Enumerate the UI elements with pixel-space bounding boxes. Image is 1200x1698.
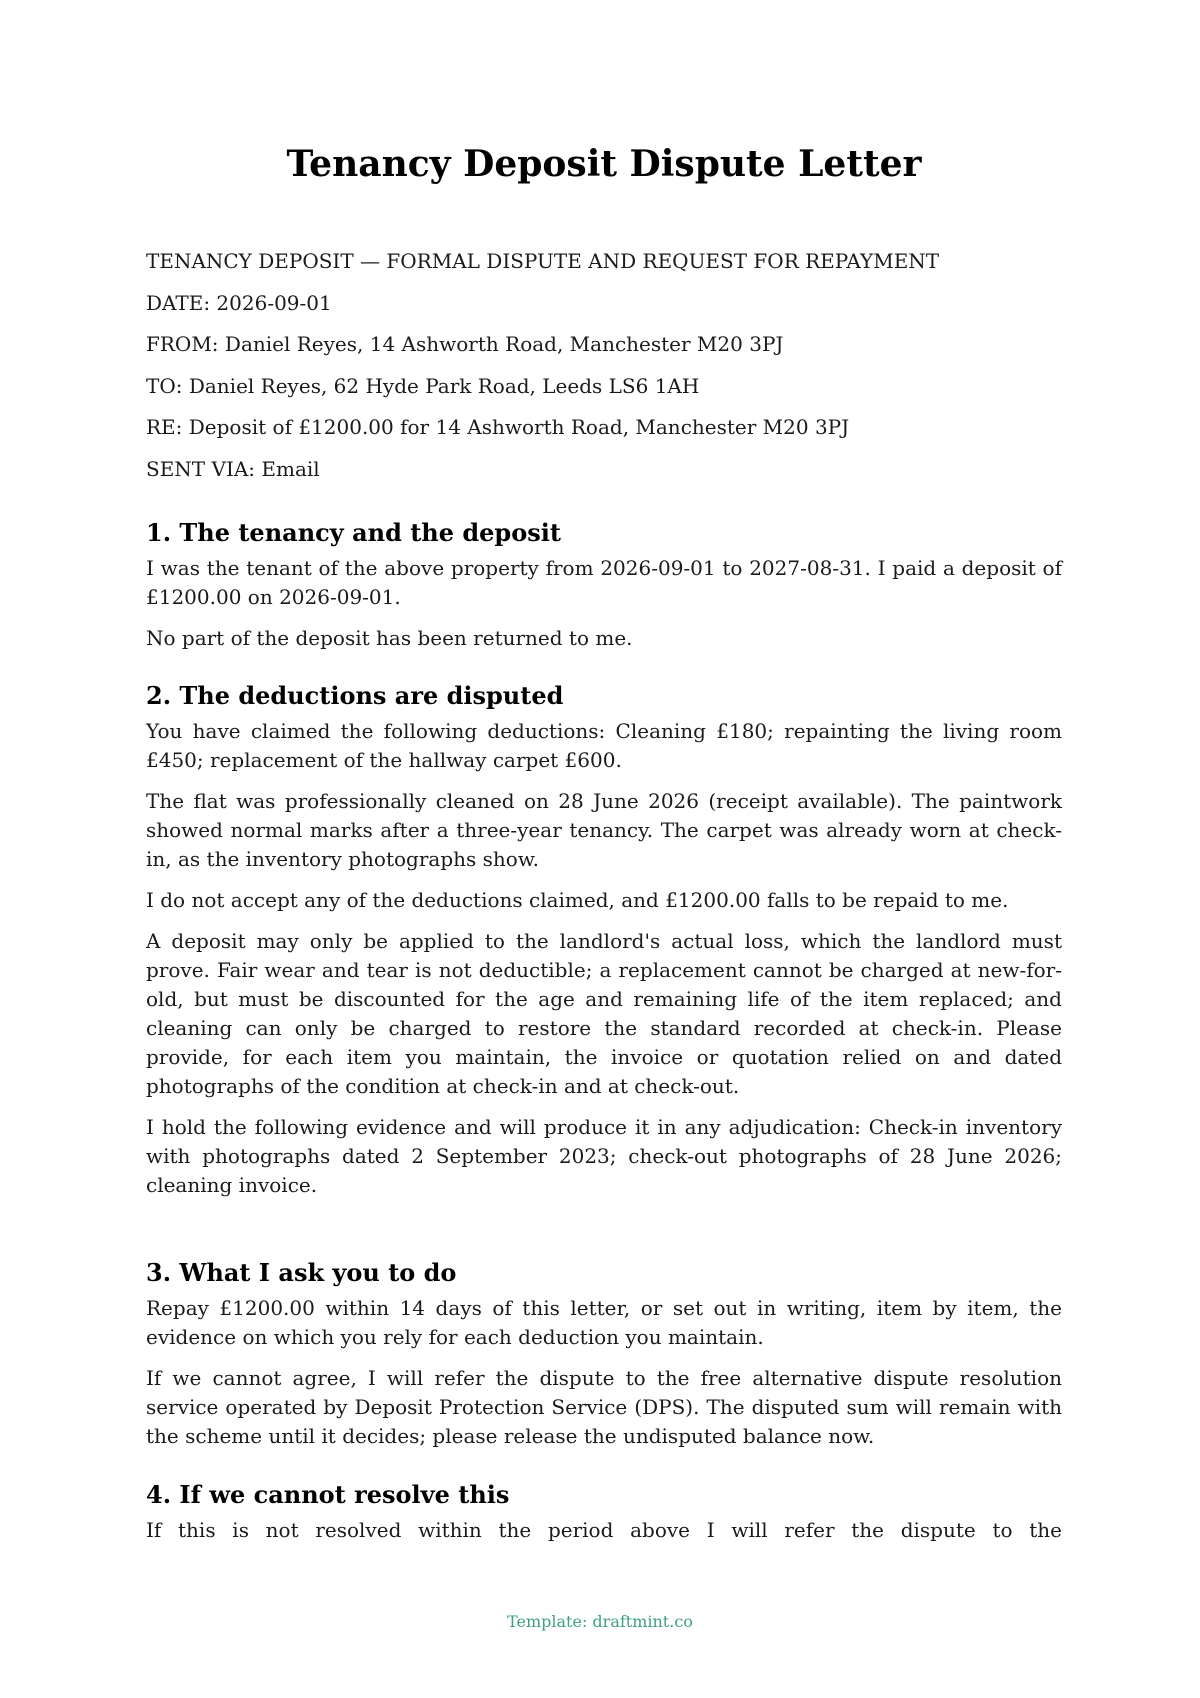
section-paragraph: If we cannot agree, I will refer the dispute to the free alternative dispute resolution service operated by Deposit Protection Service (DPS). The disputed sum will remain with the scheme until it decides; please release the undisputed balance now. [146, 1366, 1062, 1448]
document-title: Tenancy Deposit Dispute Letter [286, 143, 922, 185]
date-line: DATE: 2026-09-01 [146, 290, 332, 315]
section-deductions-disputed [146, 681, 1062, 1212]
to-line: TO: Daniel Reyes, 62 Hyde Park Road, Leeds LS6 1AH [146, 373, 700, 398]
template-credit: Template: draftmint.co [507, 1612, 693, 1631]
subject-line: TENANCY DEPOSIT — FORMAL DISPUTE AND REQUEST FOR REPAYMENT [146, 249, 940, 273]
section-paragraph: I do not accept any of the deductions claimed, and £1200.00 falls to be repaid to me. [146, 888, 1009, 912]
section-heading: 2. The deductions are disputed [146, 681, 564, 710]
section-paragraph: I was the tenant of the above property from 2026-09-01 to 2027-08-31. I paid a deposit of £1200.00 on 2026-09-01. [146, 556, 1062, 609]
section-paragraph: You have claimed the following deductions: Cleaning £180; repainting the living room £450; replacement of the hallway carpet £600. [146, 719, 1062, 772]
section-paragraph: I hold the following evidence and will produce it in any adjudication: Check-in inventory with photographs dated 2 September 2023; check-out photographs of 28 June 2026; cleaning invoice. [146, 1115, 1062, 1197]
letter-header [146, 248, 1062, 497]
section-paragraph: No part of the deposit has been returned to me. [146, 626, 633, 650]
section-paragraph: The flat was professionally cleaned on 28 June 2026 (receipt available). The paintwork showed normal marks after a three-year tenancy. The carpet was already worn at check-in, as the inventory photographs show. [146, 789, 1062, 871]
section-heading: 1. The tenancy and the deposit [146, 518, 561, 547]
section-what-i-ask [146, 1258, 1062, 1463]
section-tenancy-and-deposit [146, 518, 1062, 665]
re-line: RE: Deposit of £1200.00 for 14 Ashworth Road, Manchester M20 3PJ [146, 415, 850, 439]
sent-via-line: SENT VIA: Email [146, 456, 320, 481]
section-heading: 3. What I ask you to do [146, 1258, 457, 1287]
section-paragraph: A deposit may only be applied to the landlord's actual loss, which the landlord must prove. Fair wear and tear is not deductible; a replacement cannot be charged at new-for-old, but must be discounted for the age and remaining life of the item replaced; and cleaning can only be charged to restore the standard recorded at check-in. Please provide, for each item you maintain, the invoice or quotation relied on and dated photographs of the condition at check-in and at check-out. [146, 929, 1062, 1098]
section-heading: 4. If we cannot resolve this [146, 1480, 510, 1509]
section-if-not-resolved [146, 1480, 1062, 1557]
section-paragraph: If this is not resolved within the period above I will refer the dispute to the [146, 1518, 1062, 1542]
section-paragraph: Repay £1200.00 within 14 days of this letter, or set out in writing, item by item, the evidence on which you rely for each deduction you maintain. [146, 1296, 1062, 1349]
from-line: FROM: Daniel Reyes, 14 Ashworth Road, Manchester M20 3PJ [146, 332, 784, 356]
